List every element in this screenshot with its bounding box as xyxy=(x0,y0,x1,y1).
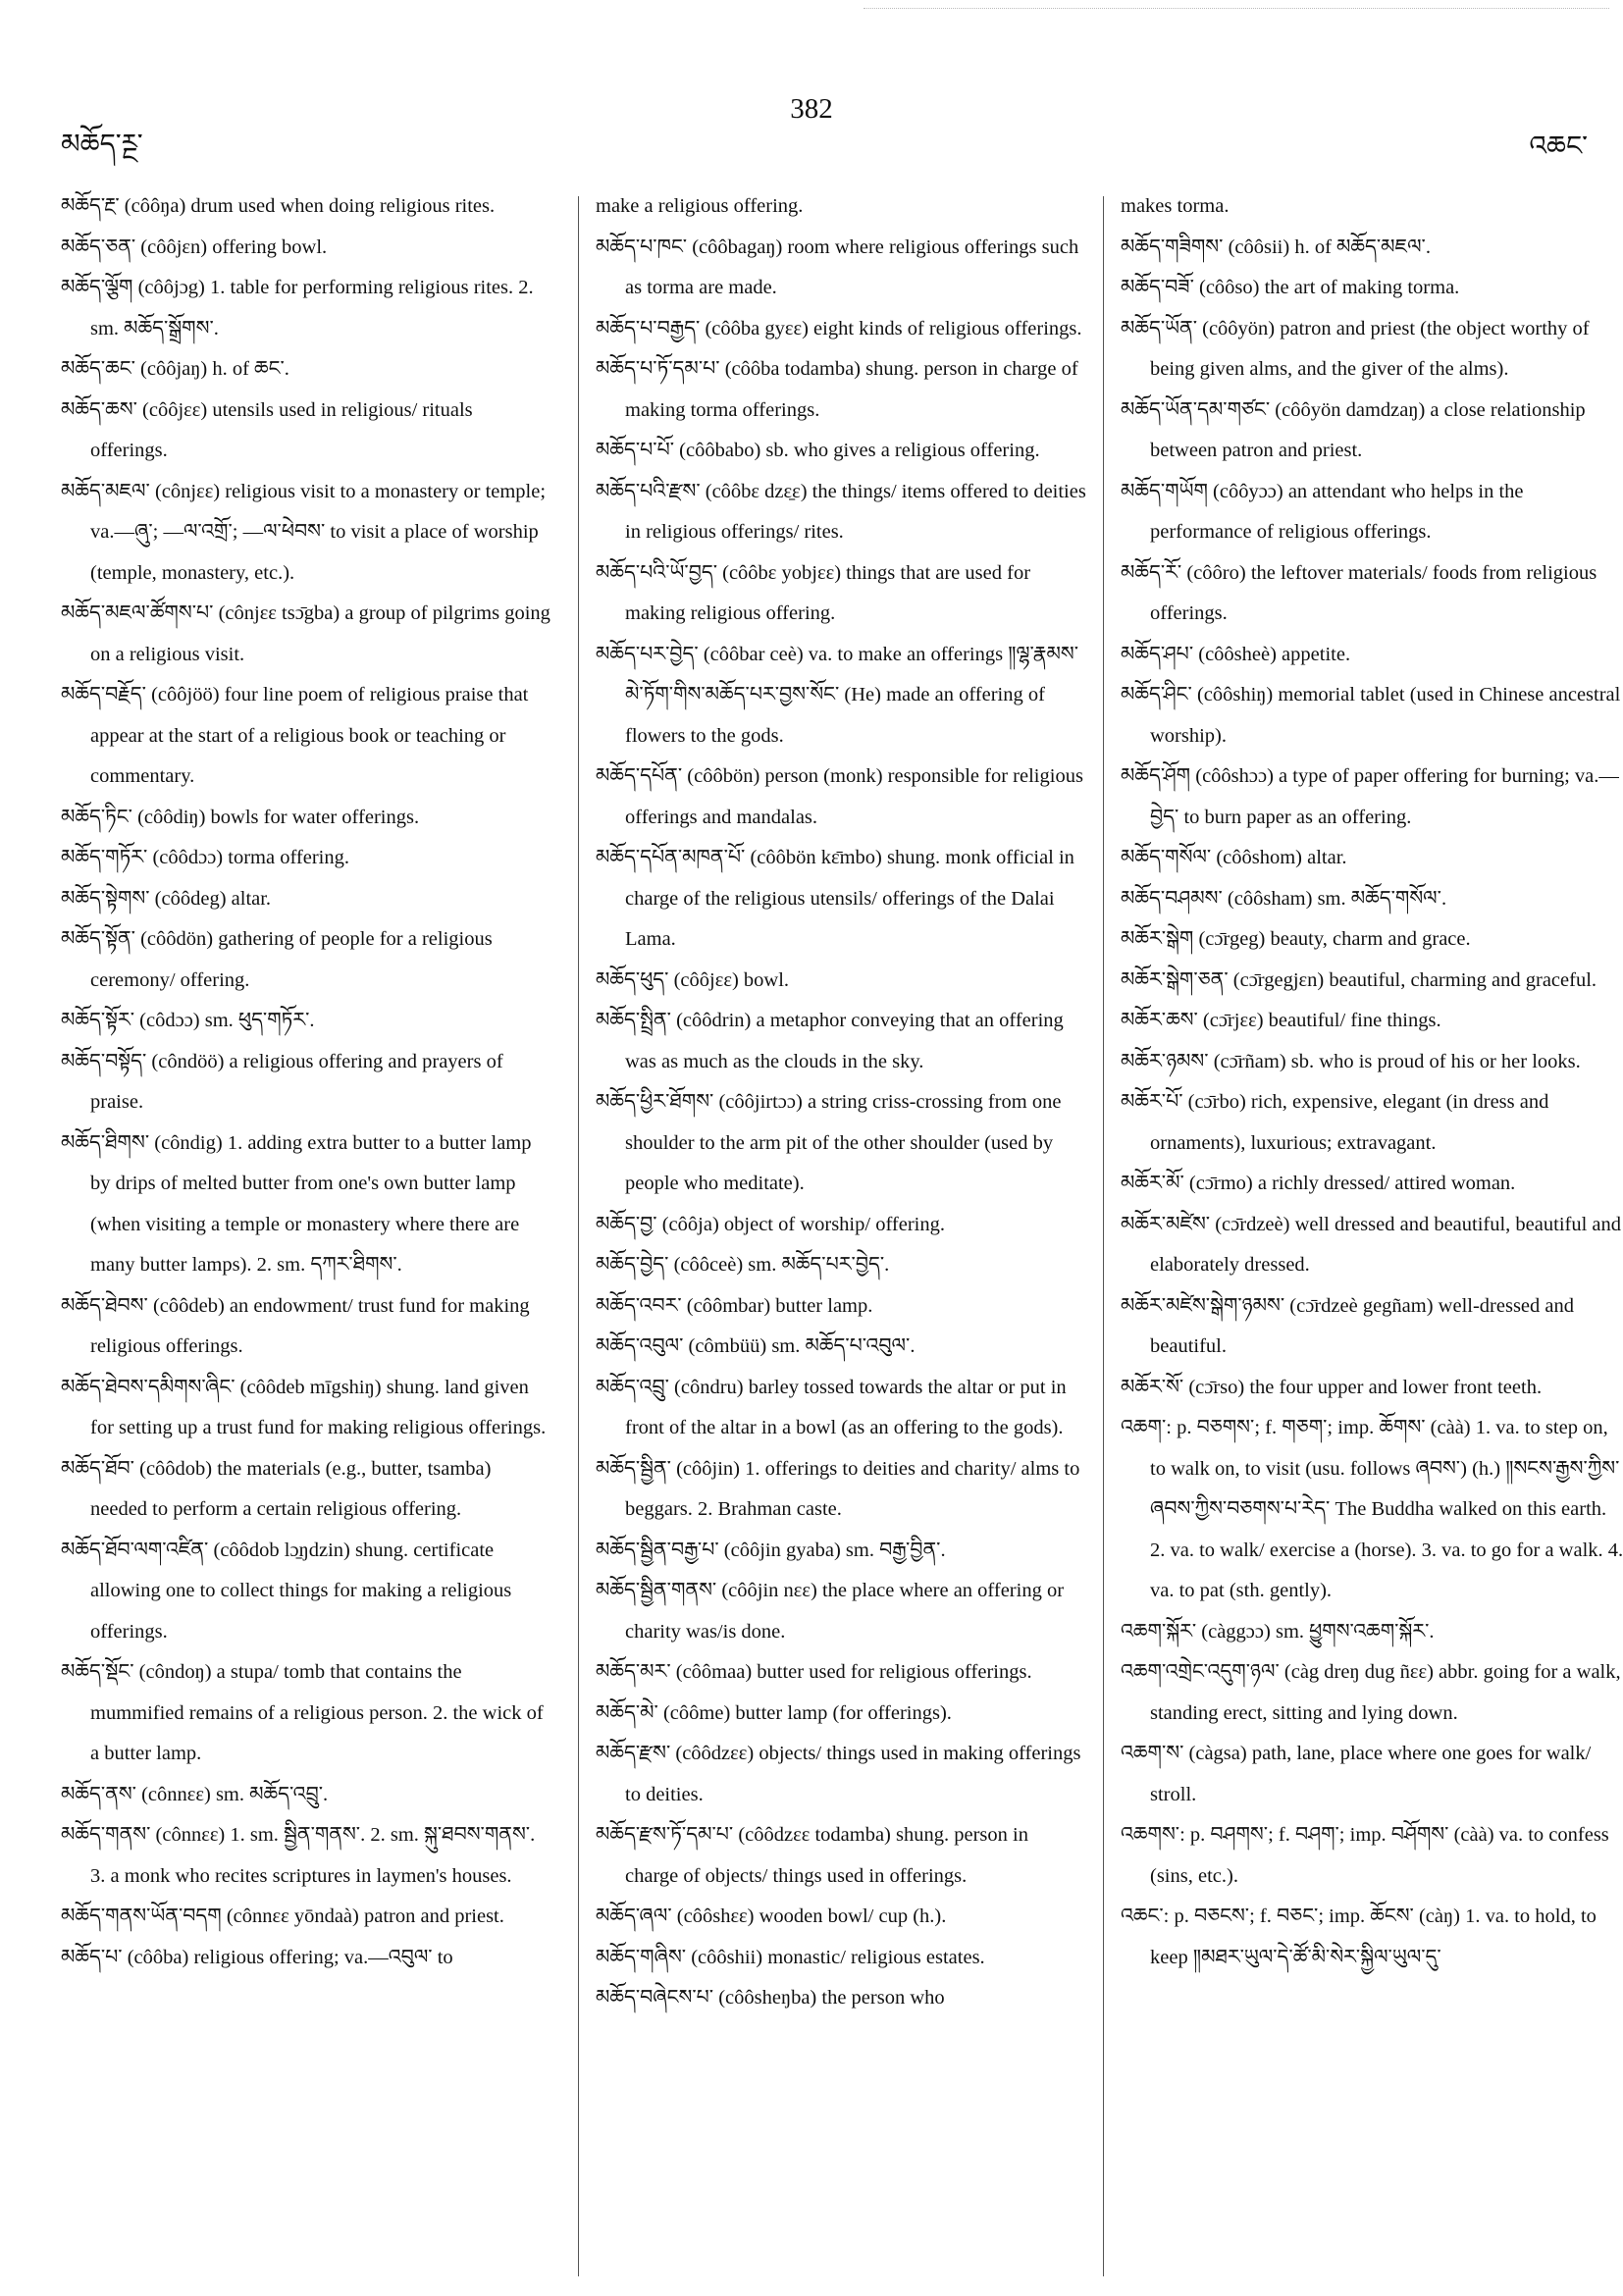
column-divider xyxy=(578,196,579,2276)
dictionary-entry: མཆོད་པ་ཁང་ (côôbagaŋ) room where religious offerings such as torma are made. xyxy=(596,235,1079,298)
dictionary-columns xyxy=(61,186,1623,2286)
dictionary-entry: མཆོད་ཞལ་ (côôshɛɛ) wooden bowl/ cup (h.). xyxy=(596,1905,947,1927)
dictionary-entry: མཆོད་གཟིགས་ (côôsii) h. of མཆོད་མཇལ་. xyxy=(1121,235,1431,258)
dictionary-entry: མཆོད་འབྲུ་ (côndru) barley tossed towards the altar or put in front of the altar in a bowl (as an offering to the gods). xyxy=(596,1376,1067,1438)
dictionary-entry: མཆོད་པ་བརྒྱད་ (côôba gyɛɛ) eight kinds of religious offerings. xyxy=(596,317,1082,339)
dictionary-entry: མཆོད་ཐོབ་ (côôdob) the materials (e.g., butter, tsamba) needed to perform a certain religious offering. xyxy=(61,1457,492,1520)
dictionary-entry: མཆོད་བྱེད་ (côôceè) sm. མཆོད་པར་བྱེད་. xyxy=(596,1254,890,1276)
dictionary-entry: མཆོད་ཡོན་ (côôyön) patron and priest (the object worthy of being given alms, and the giver of the alms). xyxy=(1121,317,1590,380)
dictionary-entry: makes torma. xyxy=(1121,195,1230,217)
dictionary-entry: མཆོད་བཟོ་ (côôso) the art of making torma. xyxy=(1121,277,1460,298)
dictionary-entry: མཆོད་པའི་ཡོ་བྱད་ (côôbɛ yobjɛɛ) things that are used for making religious offering. xyxy=(596,561,1031,624)
dictionary-entry: མཆོར་ཉམས་ (cɔ̄rñam) sb. who is proud of his or her looks. xyxy=(1121,1050,1581,1072)
dictionary-entry: མཆོད་ཤཔ་ (côôsheè) appetite. xyxy=(1121,643,1351,665)
dictionary-entry: མཆོད་ཡོན་དམ་གཙང་ (côôyön damdzaŋ) a close relationship between patron and priest. xyxy=(1121,398,1586,461)
dictionary-entry: མཆོད་སྦྱིན་ (côôjin) 1. offerings to deities and charity/ alms to beggars. 2. Brahman caste. xyxy=(596,1457,1080,1520)
dictionary-entry: མཆོར་པོ་ (cɔ̄rbo) rich, expensive, elegant (in dress and ornaments), luxurious; extravagant. xyxy=(1121,1091,1549,1154)
dictionary-entry: make a religious offering. xyxy=(596,195,804,217)
dictionary-entry: མཆོར་སོ་ (cɔ̄rso) the four upper and lower front teeth. xyxy=(1121,1376,1543,1398)
dictionary-entry: མཆོད་གཞིས་ (côôshii) monastic/ religious estates. xyxy=(596,1946,985,1968)
dictionary-entry: མཆོད་གནས་ཡོན་བདག (cônnɛɛ yōndaà) patron and priest. xyxy=(61,1905,504,1927)
column-1 xyxy=(61,186,551,2286)
right-running-headword: འཆང་ xyxy=(1529,131,1588,162)
dictionary-entry: མཆོད་ཏིང་ (côôdiŋ) bowls for water offerings. xyxy=(61,806,420,828)
dictionary-entry: མཆོད་གནས་ (cônnɛɛ) 1. sm. སྦྱིན་གནས་. 2. sm. སྐུ་ཐབས་གནས་. 3. a monk who recites scriptures in laymen's houses. xyxy=(61,1824,536,1887)
dictionary-entry: མཆོད་མཇལ་ (cônjɛɛ) religious visit to a monastery or temple; va.—ཞུ་; —ལ་འགྲོ་; —ལ་ཕེབས་ to visit a place of worship (temple, monastery, etc.). xyxy=(61,480,547,584)
dictionary-entry: མཆོད་བཞེངས་པ་ (côôsheŋba) the person who xyxy=(596,1987,945,2009)
dictionary-entry: མཆོད་སྦྱིན་གནས་ (côôjin nɛɛ) the place where an offering or charity was/is done. xyxy=(596,1580,1065,1643)
dictionary-entry: མཆོད་བྱ་ (côôja) object of worship/ offering. xyxy=(596,1213,945,1235)
dictionary-entry: མཆོད་མཇལ་ཚོགས་པ་ (cônjɛɛ tsɔ̄gba) a group of pilgrims going on a religious visit. xyxy=(61,602,550,665)
left-running-headword: མཆོད་ཪྔ་ xyxy=(61,130,143,160)
dictionary-entry: འཆག་ས་ (càgsa) path, lane, place where one goes for walk/ stroll. xyxy=(1121,1743,1592,1805)
dictionary-entry: མཆོར་མཛེས་སྒེག་ཉམས་ (cɔ̄rdzeè gegñam) well-dressed and beautiful. xyxy=(1121,1294,1574,1357)
dictionary-entry: མཆོད་ཐོབ་ལག་འཛིན་ (côôdob lɔ̱ŋdzin) shung. certificate allowing one to collect things for making a religious offerings. xyxy=(61,1539,512,1643)
dictionary-entry: མཆོད་གསོལ་ (côôshom) altar. xyxy=(1121,847,1347,868)
dictionary-entry: མཆོད་ཐེབས་དམིགས་ཞིང་ (côôdeb mīgshiŋ) shung. land given for setting up a trust fund for making religious offerings. xyxy=(61,1376,547,1438)
dictionary-entry: མཆོད་སྟེགས་ (côôdeg) altar. xyxy=(61,887,272,910)
dictionary-entry: འཆག་: p. བཅགས་; f. གཅག་; imp. ཆོགས་ (càà) 1. va. to step on, to walk on, to visit (usu. follows ཞབས་) (h.) ༎སངས་རྒྱས་ཀྱིས་ཞབས་ཀྱིས་བཅགས་པ་རེད་ The Buddha walked on this earth. 2. va. to walk/ exercise a (horse). 3. va. to go for a walk. 4. va. to pat (sth. gently). xyxy=(1121,1417,1623,1601)
dictionary-entry: མཆོད་སྟོར་ (côdɔɔ) sm. ཕུད་གཏོར་. xyxy=(61,1010,315,1031)
dictionary-entry: མཆོད་ཤོག (côôshɔɔ) a type of paper offering for burning; va.—བྱེད་ to burn paper as an offering. xyxy=(1121,765,1619,828)
dictionary-entry: མཆོད་སྦྱིན་བརྒྱ་པ་ (côôjin gyaba) sm. བརྒྱ་བྱིན་. xyxy=(596,1539,946,1561)
dictionary-entry: མཆོད་ཅན་ (côôjɛn) offering bowl. xyxy=(61,235,328,258)
dictionary-entry: མཆོད་པར་བྱེད་ (côôbar ceè) va. to make an offerings ༎ལྷ་རྣམས་མེ་ཏོག་གིས་མཆོད་པར་བྱས་སོང་ (He) made an offering of flowers to the gods. xyxy=(596,643,1079,747)
dictionary-entry: མཆོད་དཔོན་ (côôbön) person (monk) responsible for religious offerings and mandalas. xyxy=(596,765,1083,828)
dictionary-entry: མཆོད་ཐིགས་ (côndig) 1. adding extra butter to a butter lamp by drips of melted butter from one's own butter lamp (when visiting a temple or monastery where there are many butter lamps). 2. sm. དཀར་ཐིགས་. xyxy=(61,1131,532,1276)
page-top-rule xyxy=(864,8,1609,9)
dictionary-entry: མཆོད་བརྗོད་ (côôjöö) four line poem of religious praise that appear at the start of a religious book or teaching or commentary. xyxy=(61,684,529,787)
dictionary-entry: མཆོད་པ་ཏོ་དམ་པ་ (côôba todamba) shung. person in charge of making torma offerings. xyxy=(596,358,1078,421)
dictionary-entry: མཆོར་ཆས་ (cɔ̄rjɛɛ) beautiful/ fine things. xyxy=(1121,1010,1441,1031)
dictionary-entry: མཆོད་ཕུད་ (côôjɛɛ) bowl. xyxy=(596,968,790,991)
dictionary-entry: མཆོད་པ་ (côôba) religious offering; va.—འབུལ་ to xyxy=(61,1946,453,1968)
page-header xyxy=(0,93,1623,162)
dictionary-entry: མཆོད་སྟོན་ (côôdön) gathering of people for a religious ceremony/ offering. xyxy=(61,928,493,991)
column-3 xyxy=(1121,186,1623,2286)
dictionary-entry: མཆོར་སྒེག (cɔ̄rgeg) beauty, charm and grace. xyxy=(1121,928,1471,950)
dictionary-entry: འཆགས་: p. བཤགས་; f. བཤག་; imp. བཤོགས་ (càà) va. to confess (sins, etc.). xyxy=(1121,1824,1609,1887)
page-number: 382 xyxy=(790,93,833,125)
dictionary-entry: མཆོད་རྫས་ (côôdzɛɛ) objects/ things used in making offerings to deities. xyxy=(596,1743,1081,1805)
dictionary-entry: མཆོད་ཆས་ (côôjɛɛ) utensils used in religious/ rituals offerings. xyxy=(61,398,473,461)
dictionary-entry: མཆོར་མཛེས་ (cɔ̄rdzeè) well dressed and beautiful, beautiful and elaborately dressed. xyxy=(1121,1213,1622,1276)
dictionary-entry: འཆག་འགྲེང་འདུག་ཉལ་ (càg dreŋ dug ñɛɛ) abbr. going for a walk, standing erect, sitting and lying down. xyxy=(1121,1661,1621,1724)
dictionary-entry: མཆོད་དཔོན་མཁན་པོ་ (côôbön kɛ̄mbo) shung. monk official in charge of the religious utensils/ offerings of the Dalai Lama. xyxy=(596,847,1074,950)
dictionary-entry: མཆོད་པ་པོ་ (côôbabo) sb. who gives a religious offering. xyxy=(596,440,1040,461)
dictionary-entry: མཆོད་ཐེབས་ (côôdeb) an endowment/ trust fund for making religious offerings. xyxy=(61,1294,530,1357)
dictionary-entry: མཆོར་མོ་ (cɔ̄rmo) a richly dressed/ attired woman. xyxy=(1121,1173,1516,1194)
dictionary-entry: འཆང་: p. བཅངས་; f. བཅང་; imp. ཆོངས་ (càŋ) 1. va. to hold, to keep ༎མཐར་ཡུལ་དེ་ཚོ་མི་སེར་སྐྱིལ་ཡུལ་དུ་ xyxy=(1121,1905,1597,1968)
dictionary-entry: མཆོད་བཤམས་ (côôsham) sm. མཆོད་གསོལ་. xyxy=(1121,887,1447,910)
dictionary-entry: མཆོད་གཡོག (côôyɔɔ) an attendant who helps in the performance of religious offerings. xyxy=(1121,480,1524,543)
dictionary-entry: མཆོད་རྔ་ (côôŋa) drum used when doing religious rites. xyxy=(61,195,496,217)
dictionary-entry: མཆོད་རྫས་ཏོ་དམ་པ་ (côôdzɛɛ todamba) shung. person in charge of objects/ things used in offerings. xyxy=(596,1824,1028,1887)
dictionary-entry: མཆོད་སྤྲིན་ (côôdrin) a metaphor conveying that an offering was as much as the clouds in the sky. xyxy=(596,1010,1064,1072)
dictionary-entry: མཆོད་ཕྱིར་ཐོགས་ (côôjirtɔɔ) a string criss-crossing from one shoulder to the arm pit of the other shoulder (used by people who meditate). xyxy=(596,1091,1062,1194)
dictionary-entry: མཆོར་སྒེག་ཅན་ (cɔ̄rgegjɛn) beautiful, charming and graceful. xyxy=(1121,968,1597,991)
dictionary-entry: མཆོད་ནས་ (cônnɛɛ) sm. མཆོད་འབྲུ་. xyxy=(61,1783,329,1805)
column-divider xyxy=(1103,196,1104,2276)
dictionary-entry: མཆོད་ཤིང་ (côôshiŋ) memorial tablet (used in Chinese ancestral worship). xyxy=(1121,684,1621,747)
dictionary-entry: འཆག་སྐོར་ (càggɔɔ) sm. ཕྱུགས་འཆག་སྐོར་. xyxy=(1121,1620,1435,1643)
dictionary-entry: མཆོད་འབར་ (côômbar) butter lamp. xyxy=(596,1294,873,1317)
dictionary-entry: མཆོད་མར་ (côômaa) butter used for religious offerings. xyxy=(596,1661,1032,1683)
dictionary-entry: མཆོད་ལྕོག (côôjɔg) 1. table for performing religious rites. 2. sm. མཆོད་སྒྲོགས་. xyxy=(61,277,534,339)
column-2 xyxy=(596,186,1086,2286)
dictionary-entry: མཆོད་ཆང་ (côôjaŋ) h. of ཆང་. xyxy=(61,358,289,380)
dictionary-entry: མཆོད་གཏོར་ (côôdɔɔ) torma offering. xyxy=(61,847,349,868)
dictionary-entry: མཆོད་མེ་ (côôme) butter lamp (for offerings). xyxy=(596,1701,952,1724)
dictionary-entry: མཆོད་འབུལ་ (cômbüü) sm. མཆོད་པ་འབུལ་. xyxy=(596,1335,916,1357)
dictionary-entry: མཆོད་བསྟོད་ (côndöö) a religious offering and prayers of praise. xyxy=(61,1050,503,1113)
dictionary-entry: མཆོད་རོ་ (côôro) the leftover materials/ foods from religious offerings. xyxy=(1121,561,1597,624)
dictionary-entry: མཆོད་སྡོང་ (côndoŋ) a stupa/ tomb that contains the mummified remains of a religious person. 2. the wick of a butter lamp. xyxy=(61,1661,544,1764)
dictionary-entry: མཆོད་པའི་རྫས་ (côôbɛ dzɛ̱ɛ) the things/ items offered to deities in religious offerings/ rites. xyxy=(596,480,1086,543)
